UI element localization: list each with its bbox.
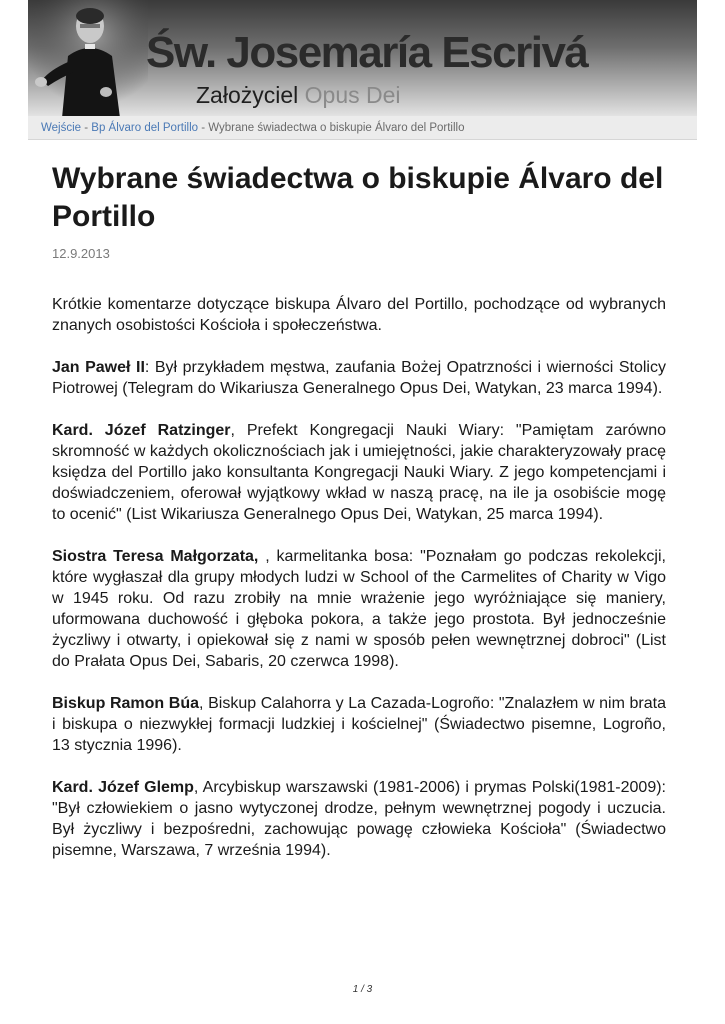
testimony-text: : Był przykładem męstwa, zaufania Bożej Opatrzności i wierności Stolicy Piotrowej (Telegram do Wikariusza Generalnego Opus Dei, Watykan, 23 marca 1994).: [52, 359, 666, 397]
testimony-author: Kard. Józef Ratzinger: [52, 422, 231, 439]
testimony-paragraph: [52, 357, 666, 399]
founder-portrait-image: [28, 0, 148, 118]
testimony-text: , Arcybiskup warszawski (1981-2006) i prymas Polski(1981-2009): "Był człowiekiem o jasno wytyczonej drodze, pełnym wewnętrznej pogody i uczucia. Był życzliwy i bezpośredni, zachowując powagę człowieka Kościoła" (Świadectwo pisemne, Warszawa, 7 września 1994).: [52, 779, 666, 859]
testimony-paragraph: [52, 693, 666, 756]
breadcrumb-separator: -: [198, 122, 209, 134]
site-subtitle-opus-dei: Opus Dei: [298, 82, 401, 108]
testimony-paragraph: [52, 777, 666, 861]
breadcrumb-current: Wybrane świadectwa o biskupie Álvaro del Portillo: [208, 122, 465, 134]
breadcrumb-link-section[interactable]: Bp Álvaro del Portillo: [91, 122, 199, 134]
testimony-author: Biskup Ramon Búa: [52, 695, 200, 712]
breadcrumb: [28, 116, 697, 140]
site-title: Św. Josemaría Escrivá: [146, 28, 588, 77]
testimony-text: , Biskup Calahorra y La Cazada-Logroño: "Znalazłem w nim brata i biskupa o niezwykłej formacji ludzkiej i kościelnej" (Świadectwo pisemne, Logroño, 13 stycznia 1996).: [52, 695, 667, 754]
article-intro: Krótkie komentarze dotyczące biskupa Álvaro del Portillo, pochodzące od wybranych znanych osobistości Kościoła i społeczeństwa.: [52, 296, 666, 334]
site-subtitle-founder: Założyciel: [196, 82, 299, 108]
page-number: 1 / 3: [352, 984, 373, 995]
testimony-author: Jan Paweł II: [52, 359, 145, 376]
site-header-banner: [28, 0, 697, 118]
testimony-paragraph: [52, 546, 666, 672]
testimony-text: , karmelitanka bosa: "Poznałam go podczas rekolekcji, które wygłaszał dla grupy młodych ludzi w School of the Carmelites of Charity w Vigo w 1945 roku. Od razu zrobiły na mnie wrażenie jego wyróżniające się maniery, uformowana duchowość i głęboka pokora, a także jego prostota. Był jednocześnie życzliwy i otwarty, i opiekował się z nami w sposób pełen wewnętrznej dobroci" (List do Prałata Opus Dei, Sabaris, 20 czerwca 1998).: [52, 548, 666, 670]
article-date: 12.9.2013: [52, 246, 110, 261]
testimony-author: Siostra Teresa Małgorzata,: [52, 548, 259, 565]
testimony-paragraph: [52, 420, 666, 525]
breadcrumb-separator: -: [81, 122, 92, 134]
article-title: Wybrane świadectwa o biskupie Álvaro del Portillo: [52, 162, 664, 233]
testimony-author: Kard. Józef Glemp: [52, 779, 194, 796]
breadcrumb-link-home[interactable]: Wejście: [41, 122, 82, 134]
article-body: [52, 294, 666, 882]
site-subtitle: [196, 82, 401, 109]
testimony-text: , Prefekt Kongregacji Nauki Wiary: "Pamiętam zarówno skromność w każdych okolicznościach jak i umiejętności, jakie charakteryzowały pracę księdza del Portillo jako konsultanta Kongregacji Nauki Wiary. Z jego kompetencjami i doświadczeniem, oferował wyjątkowy wkład w naszą pracę, na ile ja osobiście mogę to ocenić" (List Wikariusza Generalnego Opus Dei, Watykan, 25 marca 1994).: [52, 422, 666, 523]
